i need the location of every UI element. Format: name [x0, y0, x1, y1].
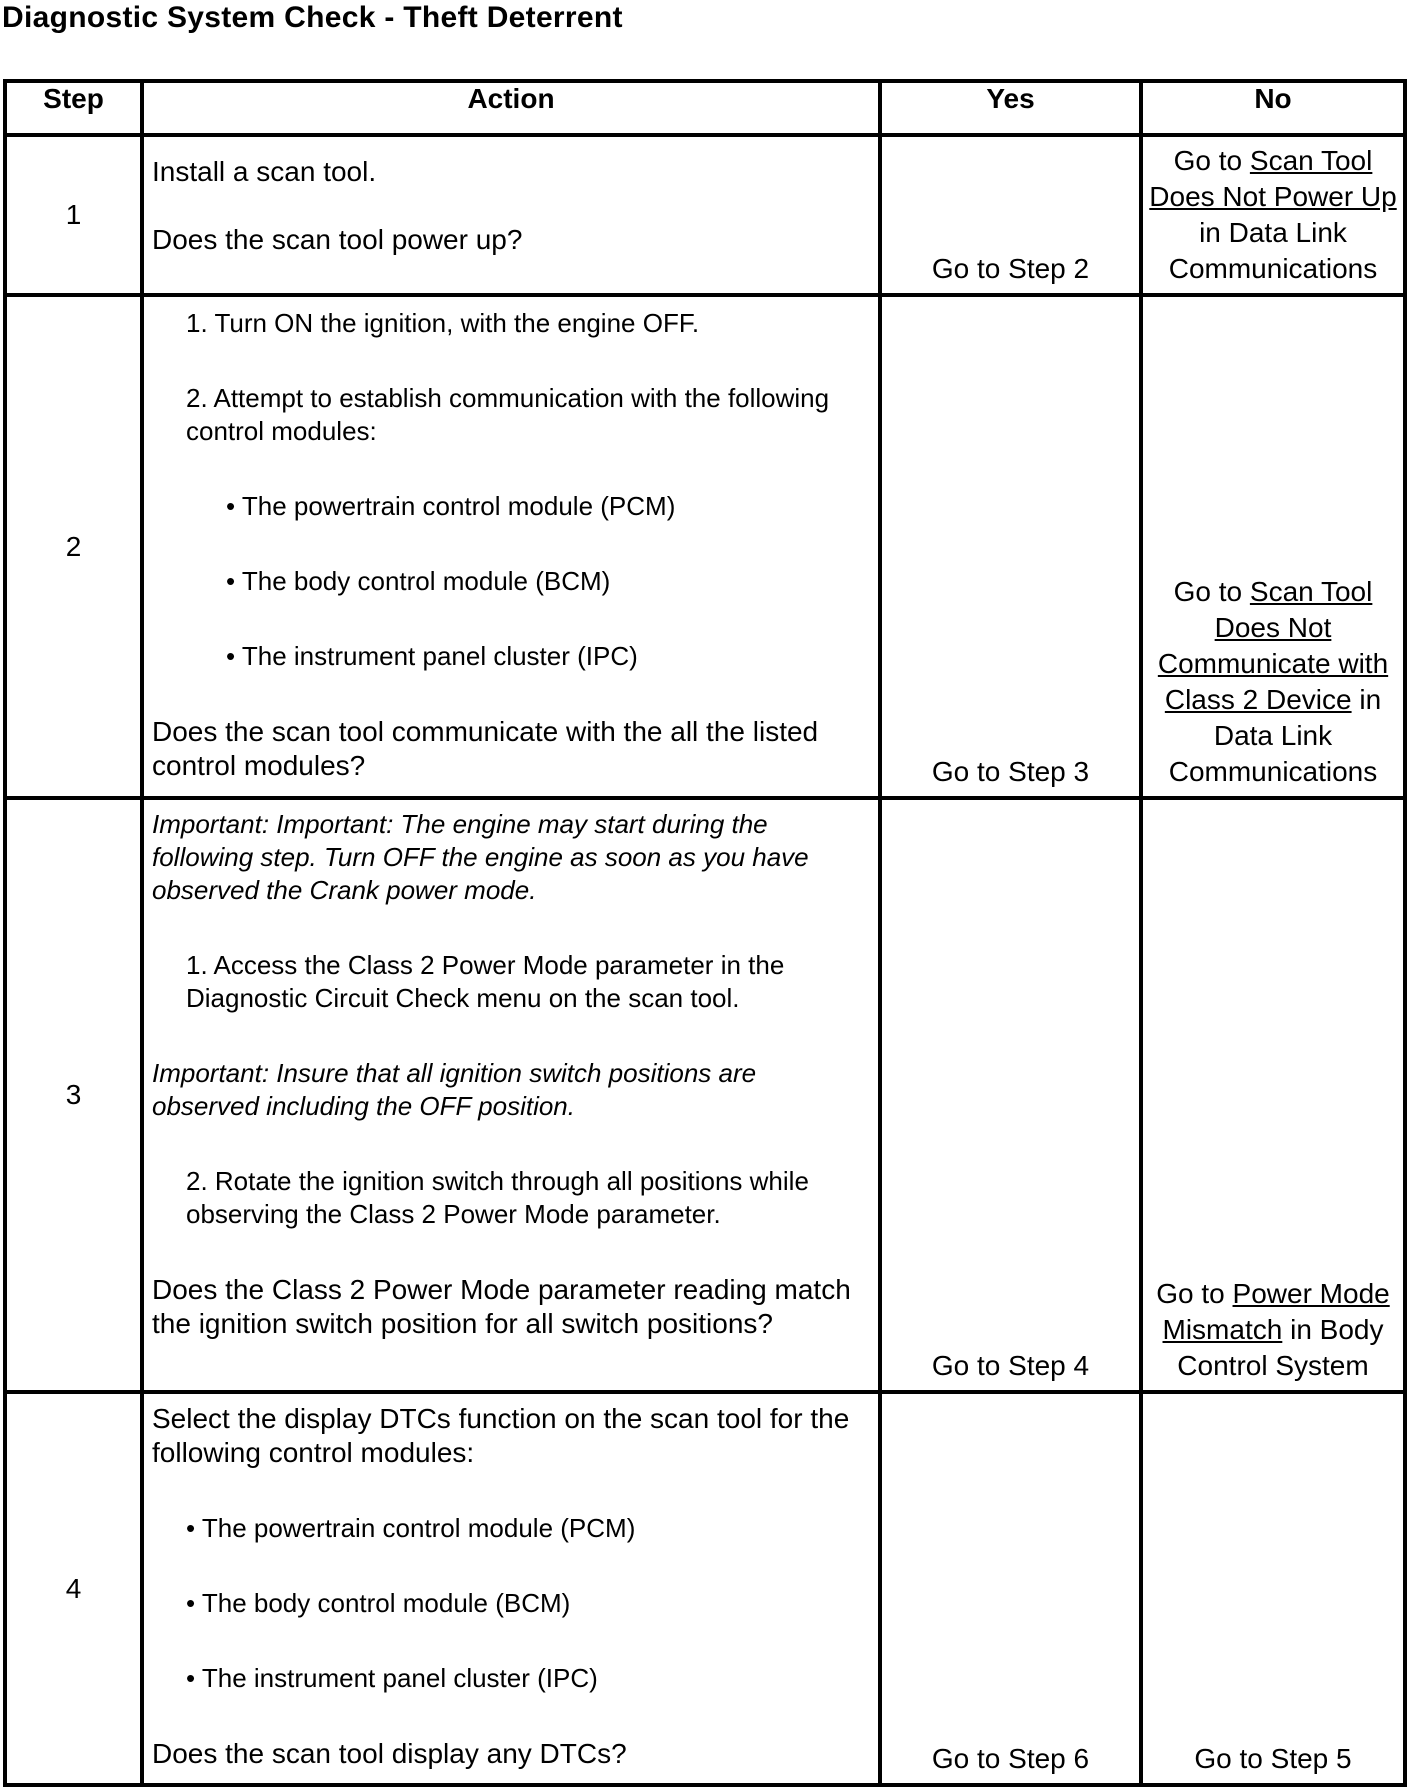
action-cell	[142, 1392, 880, 1785]
bullet-item: • The powertrain control module (PCM)	[226, 491, 676, 521]
step-number: 1	[5, 135, 142, 295]
scan-tool-no-power-link[interactable]: Scan Tool Does Not Power Up	[1149, 145, 1397, 212]
bullet-item: • The powertrain control module (PCM)	[186, 1513, 636, 1543]
no-cell: Go to Power Mode Mismatch in Body Control System	[1141, 798, 1405, 1392]
table-row	[5, 798, 1405, 1392]
action-cell	[142, 135, 880, 295]
yes-cell: Go to Step 4	[880, 798, 1141, 1392]
header-no: No	[1141, 81, 1405, 135]
no-cell: Go to Scan Tool Does Not Power Up in Data Link Communications	[1141, 135, 1405, 295]
power-mode-mismatch-link[interactable]: Power Mode Mismatch	[1162, 1278, 1390, 1345]
bullet-item: • The instrument panel cluster (IPC)	[186, 1663, 598, 1693]
bullet-item: • The instrument panel cluster (IPC)	[226, 641, 638, 671]
step-number: 4	[5, 1392, 142, 1785]
no-cell: Go to Scan Tool Does Not Communicate with Class 2 Device in Data Link Communications	[1141, 295, 1405, 798]
table-row	[5, 1392, 1405, 1785]
yes-cell: Go to Step 2	[880, 135, 1141, 295]
action-step-text: 1. Turn ON the ignition, with the engine OFF.	[186, 308, 700, 338]
action-cell	[142, 798, 880, 1392]
action-question: Does the scan tool power up?	[152, 224, 523, 255]
action-question: Does the scan tool display any DTCs?	[152, 1738, 627, 1769]
header-step: Step	[5, 81, 142, 135]
table-row	[5, 295, 1405, 798]
bullet-item: • The body control module (BCM)	[186, 1588, 571, 1618]
action-text: Install a scan tool.	[152, 156, 377, 187]
page-title: Diagnostic System Check - Theft Deterrent	[2, 1, 623, 34]
bullet-item: • The body control module (BCM)	[226, 566, 611, 596]
header-action: Action	[142, 81, 880, 135]
scan-tool-no-communicate-link[interactable]: Scan Tool Does Not Communicate with Class 2 Device	[1157, 576, 1389, 715]
no-cell: Go to Step 5	[1141, 1392, 1405, 1785]
important-note: Important: Important: The engine may start during the following step. Turn OFF the engine as soon as you have observed the Crank power mode.	[152, 809, 809, 905]
action-question: Does the scan tool communicate with the all the listed control modules?	[152, 716, 819, 781]
action-cell	[142, 295, 880, 798]
action-text: Select the display DTCs function on the scan tool for the following control modules:	[152, 1403, 850, 1468]
yes-cell: Go to Step 3	[880, 295, 1141, 798]
step-number: 3	[5, 798, 142, 1392]
action-step-text: 2. Rotate the ignition switch through all positions while observing the Class 2 Power Mode parameter.	[186, 1166, 809, 1229]
diagnostic-table	[3, 79, 1407, 1787]
header-yes: Yes	[880, 81, 1141, 135]
step-number: 2	[5, 295, 142, 798]
yes-cell: Go to Step 6	[880, 1392, 1141, 1785]
important-note: Important: Insure that all ignition switch positions are observed including the OFF position.	[152, 1058, 757, 1121]
table-header-row	[5, 81, 1405, 135]
table-row	[5, 135, 1405, 295]
action-step-text: 1. Access the Class 2 Power Mode parameter in the Diagnostic Circuit Check menu on the scan tool.	[186, 950, 785, 1013]
action-question: Does the Class 2 Power Mode parameter reading match the ignition switch position for all switch positions?	[152, 1274, 851, 1339]
action-step-text: 2. Attempt to establish communication with the following control modules:	[186, 383, 830, 446]
